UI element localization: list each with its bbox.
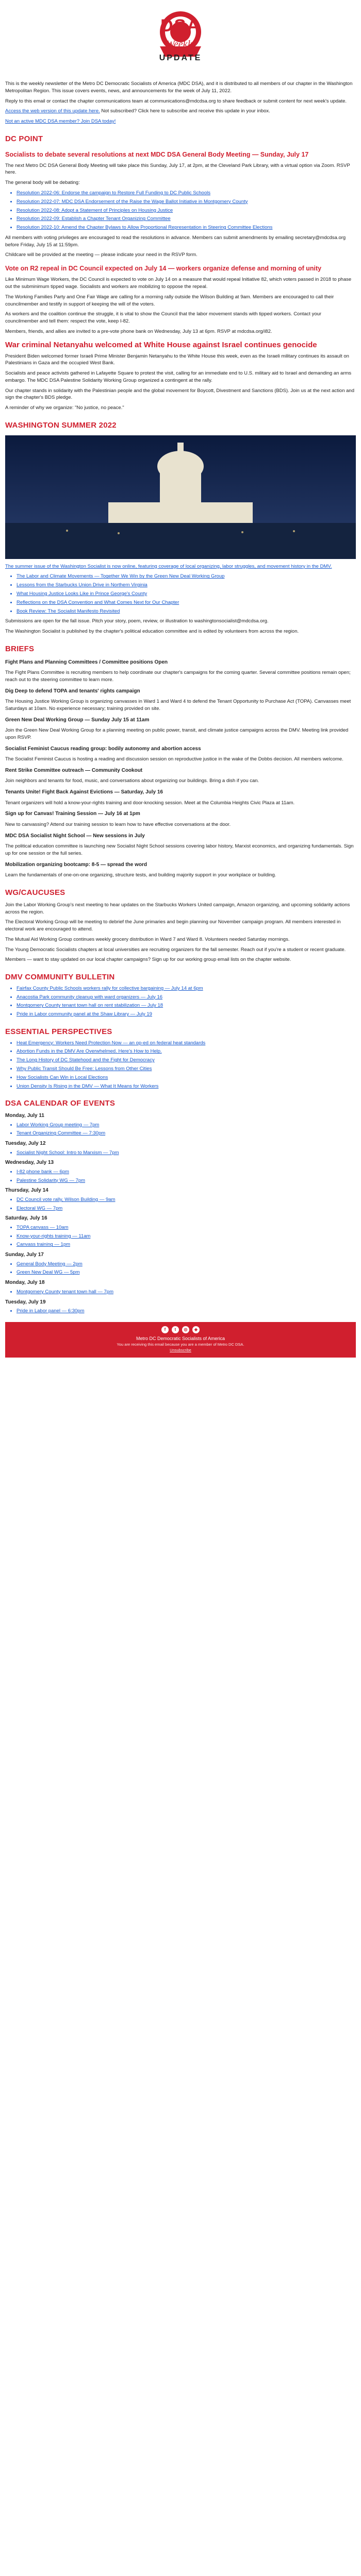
intro-section bbox=[5, 80, 356, 125]
calendar-day-label: Tuesday, July 19 bbox=[5, 1299, 46, 1305]
logo-update: UPDATE bbox=[159, 53, 202, 62]
brief-body: Join the Green New Deal Working Group for a planning meeting on public power, transit, and climate justice campaigns across the DMV. Meeting link provided upon RSVP. bbox=[5, 727, 349, 740]
wg-paragraph: The Mutual Aid Working Group continues weekly grocery distribution in Ward 7 and Ward 8. Volunteers needed Saturday mornings. bbox=[5, 936, 290, 942]
calendar-event-link[interactable]: • Electoral WG — 7pm bbox=[17, 1205, 356, 1212]
article-i82 bbox=[5, 264, 356, 335]
brief-body: Tenant organizers will hold a know-your-rights training and door-knocking session. Meet at the Columbia Heights Civic Plaza at 11am. bbox=[5, 800, 295, 806]
calendar-day bbox=[5, 1112, 356, 1137]
calendar-event-link[interactable]: • Tenant Organizing Committee — 7:30pm bbox=[17, 1130, 356, 1137]
briefs-section bbox=[5, 659, 356, 879]
resolution-link[interactable]: • Resolution 2022-08: Adopt a Statement of Principles on Housing Justice bbox=[17, 207, 356, 214]
brief-title: Sign up for Canvas! Training Session — July 16 at 1pm bbox=[5, 811, 140, 817]
washington-socialist-section bbox=[5, 563, 356, 635]
brief-title: Fight Plans and Planning Committees / Committee positions Open bbox=[5, 659, 168, 665]
logo-weekly: Weekly bbox=[166, 38, 195, 50]
washington-paragraph: Submissions are open for the fall issue. Pitch your story, poem, review, or illustration to washingtonsocialist@mdcdsa.org. bbox=[5, 618, 269, 624]
brief-body: The political education committee is launching new Socialist Night School sessions covering labor history, Marxist economics, and organizing fundamentals. Sign up for one session or the full series. bbox=[5, 843, 354, 857]
dmv-section bbox=[5, 985, 356, 1018]
article-paragraph: The next Metro DC DSA General Body Meeting will take place this Sunday, July 17, at 2pm, at the Cleveland Park Library, with a virtual option via Zoom. RSVP here. bbox=[5, 162, 350, 176]
washington-paragraph: The Washington Socialist is published by the chapter's political education committee and is edited by volunteers from across the region. bbox=[5, 629, 299, 635]
brief-body: The Housing Justice Working Group is organizing canvasses in Ward 1 and Ward 4 to defend the Tenant Opportunity to Purchase Act (TOPA). Canvasses meet Saturdays at 10am. No experience necessary; training provided on site. bbox=[5, 699, 351, 711]
calendar-day bbox=[5, 1251, 356, 1276]
intro-links bbox=[5, 108, 356, 115]
essential-link[interactable]: • How Socialists Can Win in Local Elections bbox=[17, 1074, 356, 1081]
article-gbm bbox=[5, 150, 356, 259]
essential-link[interactable]: • Heat Emergency: Workers Need Protection Now — an op-ed on federal heat standards bbox=[17, 1040, 356, 1047]
calendar-event-link[interactable]: • Pride in Labor panel — 6:30pm bbox=[17, 1308, 356, 1315]
calendar-day-label: Wednesday, July 13 bbox=[5, 1160, 54, 1166]
resolution-link[interactable]: • Resolution 2022-07: MDC DSA Endorsement of the Raise the Wage Ballot Initiative in Montgomery County bbox=[17, 198, 356, 206]
subscribe-text: Not subscribed? Click here to subscribe and receive this update in your inbox. bbox=[100, 108, 270, 114]
wg-paragraph: The Young Democratic Socialists chapters at local universities are recruiting organizers for the fall semester. Reach out if you're a student or recent graduate. bbox=[5, 946, 346, 953]
calendar-day-label: Thursday, July 14 bbox=[5, 1188, 48, 1194]
brief-title: Rent Strike Committee outreach — Community Cookout bbox=[5, 767, 143, 773]
resolution-link[interactable]: • Resolution 2022-06: Endorse the campaign to Restore Full Funding to DC Public Schools bbox=[17, 190, 356, 197]
calendar-day bbox=[5, 1187, 356, 1212]
article-title: Socialists to debate several resolutions at next MDC DSA General Body Meeting — Sunday, July 17 bbox=[5, 150, 309, 158]
washington-article-link[interactable]: • Lessons from the Starbucks Union Drive in Northern Virginia bbox=[17, 582, 356, 589]
wg-paragraph: Members — want to stay updated on our local chapter campaigns? Sign up for our working group email lists on the chapter website. bbox=[5, 957, 291, 963]
footer-fine-print: You are receiving this email because you are a member of Metro DC DSA. bbox=[117, 1342, 244, 1347]
essential-list bbox=[17, 1040, 356, 1090]
calendar-event-link[interactable]: • Montgomery County tenant town hall — 7pm bbox=[17, 1289, 356, 1296]
article-title: Vote on R2 repeal in DC Council expected on July 14 — workers organize defense and morning of unity bbox=[5, 265, 322, 273]
section-heading-calendar: DSA CALENDAR OF EVENTS bbox=[5, 1099, 116, 1108]
calendar-day bbox=[5, 1299, 356, 1315]
intro-paragraph: This is the weekly newsletter of the Metro DC Democratic Socialists of America (MDC DSA), and it is distributed to all members of our chapter in the Washington Metropolitan Region. This issue covers events, news, and announcements for the week of July 11, 2022. bbox=[5, 81, 353, 94]
dmv-item-link[interactable]: • Anacostia Park community cleanup with ward organizers — July 16 bbox=[17, 994, 356, 1001]
footer-org-name: Metro DC Democratic Socialists of America bbox=[136, 1335, 225, 1341]
brief-body: The Fight Plans Committee is recruiting members to help coordinate our chapter's campaigns for the coming quarter. Several committee positions remain open; reach out to the steering committee to learn more. bbox=[5, 670, 351, 683]
section-heading-washington: WASHINGTON SUMMER 2022 bbox=[5, 420, 117, 430]
capitol-illustration bbox=[5, 435, 356, 559]
dmv-item-link[interactable]: • Fairfax County Public Schools workers rally for collective bargaining — July 14 at 6pm bbox=[17, 985, 356, 992]
washington-list bbox=[17, 573, 356, 615]
essential-section bbox=[5, 1040, 356, 1090]
calendar-event-link[interactable]: • Socialist Night School: Intro to Marxism — 7pm bbox=[17, 1149, 356, 1157]
brief-title: Tenants Unite! Fight Back Against Evictions — Saturday, July 16 bbox=[5, 789, 163, 795]
article-paragraph: As workers and the coalition continue the struggle, it is vital to show the Council that the labor movement stands with tipped workers. Contact your councilmember and tell them: respect the vote, keep I-82. bbox=[5, 311, 322, 325]
article-paragraph: Our chapter stands in solidarity with the Palestinian people and the global movement for Boycott, Divestment and Sanctions (BDS). Join us at the next action and sign the chapter's BDS pledge. bbox=[5, 387, 354, 401]
calendar-event-link[interactable]: • DC Council vote rally, Wilson Building — 9am bbox=[17, 1196, 356, 1204]
calendar-event-link[interactable]: • Know-your-rights training — 11am bbox=[17, 1233, 356, 1240]
calendar-event-link[interactable]: • TOPA canvass — 10am bbox=[17, 1224, 356, 1231]
article-paragraph: The Working Families Party and One Fair Wage are calling for a morning rally outside the Wilson Building at 9am. Members are encouraged to call their councilmember and testify in support of keeping the will of the voters. bbox=[5, 294, 334, 307]
calendar-event-link[interactable]: • Palestine Solidarity WG — 7pm bbox=[17, 1177, 356, 1184]
brief-body: The Socialist Feminist Caucus is hosting a reading and discussion session on reproductive justice in the wake of the Dobbs decision. All members welcome. bbox=[5, 756, 343, 762]
resolution-list bbox=[17, 190, 356, 231]
twitter-icon[interactable]: t bbox=[172, 1326, 179, 1333]
dmv-list bbox=[17, 985, 356, 1018]
brief-title: MDC DSA Socialist Night School — New sessions in July bbox=[5, 833, 145, 839]
article-netanyahu bbox=[5, 341, 356, 412]
article-paragraph: Socialists and peace activists gathered in Lafayette Square to protest the visit, calling for an immediate end to U.S. military aid to Israel and demanding an arms embargo. The MDC DSA Palestine Solidarity Working Group organized a contingent at the rally. bbox=[5, 370, 352, 383]
calendar-day-label: Sunday, July 17 bbox=[5, 1252, 44, 1258]
article-paragraph: All members with voting privileges are encouraged to read the resolutions in advance. Members can submit amendments by emailing secretary@mdcdsa.org before Friday, July 15 at 11:59pm. bbox=[5, 234, 346, 248]
wg-paragraph: Join the Labor Working Group's next meeting to hear updates on the Starbucks Workers United campaign, Amazon organizing, and upcoming solidarity actions across the region. bbox=[5, 902, 350, 915]
capitol-photo bbox=[5, 435, 356, 559]
brief-title: Socialist Feminist Caucus reading group: bodily autonomy and abortion access bbox=[5, 745, 201, 752]
social-icons bbox=[161, 1326, 200, 1333]
essential-link[interactable]: • Abortion Funds in the DMV Are Overwhelmed. Here's How to Help. bbox=[17, 1048, 356, 1055]
washington-caption[interactable]: The summer issue of the Washington Socialist is now online, featuring coverage of local organizing, labor struggles, and movement history in the DMV. bbox=[5, 563, 332, 569]
wgs-section bbox=[5, 902, 356, 963]
section-heading-wgs: WG/CAUCUSES bbox=[5, 888, 65, 897]
calendar-day-label: Saturday, July 16 bbox=[5, 1215, 47, 1222]
calendar-event-link[interactable]: • Canvass training — 1pm bbox=[17, 1241, 356, 1248]
section-heading-briefs: BRIEFS bbox=[5, 644, 35, 653]
calendar-day-label: Tuesday, July 12 bbox=[5, 1141, 46, 1147]
web-version-link[interactable]: Access the web version of this update here. bbox=[5, 108, 100, 114]
intro-paragraph: Reply to this email or contact the chapter communications team at communications@mdcdsa.org to share feedback or submit content for next week's update. bbox=[5, 98, 347, 104]
calendar-day-label: Monday, July 11 bbox=[5, 1113, 44, 1119]
resolution-link[interactable]: • Resolution 2022-10: Amend the Chapter Bylaws to Allow Proportional Representation in Steering Committee Elections bbox=[17, 224, 356, 231]
resolution-link[interactable]: • Resolution 2022-09: Establish a Chapter Tenant Organizing Committee bbox=[17, 215, 356, 223]
brief-title: Green New Deal Working Group — Sunday July 15 at 11am bbox=[5, 717, 150, 723]
section-heading-top: DC POINT bbox=[5, 134, 43, 143]
calendar-event-link[interactable]: • Green New Deal WG — 5pm bbox=[17, 1269, 356, 1276]
calendar-day bbox=[5, 1159, 356, 1184]
washington-article-link[interactable]: • Book Review: The Socialist Manifesto Revisited bbox=[17, 608, 356, 615]
calendar-day bbox=[5, 1140, 356, 1156]
dmv-item-link[interactable]: • Montgomery County tenant town hall on rent stabilization — July 18 bbox=[17, 1002, 356, 1009]
logo-dsa: DSA bbox=[160, 16, 201, 36]
calendar-day bbox=[5, 1215, 356, 1248]
essential-link[interactable]: • Why Public Transit Should Be Free: Lessons from Other Cities bbox=[17, 1065, 356, 1073]
washington-article-link[interactable]: • The Labor and Climate Movements — Together We Win by the Green New Deal Working Group bbox=[17, 573, 356, 580]
brief-title: Mobilization organizing bootcamp: 8-5 — spread the word bbox=[5, 861, 147, 868]
logo-text bbox=[159, 13, 202, 63]
brief-body: Join neighbors and tenants for food, music, and conversations about organizing our buildings. Bring a dish if you can. bbox=[5, 778, 259, 784]
article-paragraph: Childcare will be provided at the meeting — please indicate your need in the RSVP form. bbox=[5, 252, 198, 258]
article-paragraph: A reminder of why we organize: "No justice, no peace." bbox=[5, 405, 124, 411]
washington-article-link[interactable]: • Reflections on the DSA Convention and What Comes Next for Our Chapter bbox=[17, 599, 356, 606]
article-paragraph: President Biden welcomed former Israeli Prime Minister Benjamin Netanyahu to the White House this week, even as the Israeli military continues its assault on Palestinians in Gaza and the occupied West Bank. bbox=[5, 353, 349, 366]
brief-body: New to canvassing? Attend our training session to learn how to have effective conversations at the door. bbox=[5, 821, 231, 827]
section-heading-essential: ESSENTIAL PERSPECTIVES bbox=[5, 1027, 112, 1036]
join-dsa-link[interactable]: Not an active MDC DSA member? Join DSA today! bbox=[5, 118, 116, 125]
calendar-event-link[interactable]: • General Body Meeting — 2pm bbox=[17, 1261, 356, 1268]
calendar-section bbox=[5, 1112, 356, 1315]
section-heading-dmv: DMV COMMUNITY BULLETIN bbox=[5, 973, 115, 982]
calendar-day-label: Monday, July 18 bbox=[5, 1280, 45, 1286]
calendar-event-link[interactable]: • I-82 phone bank — 6pm bbox=[17, 1168, 356, 1176]
article-title: War criminal Netanyahu welcomed at White House against Israel continues genocide bbox=[5, 340, 317, 349]
unsubscribe-link[interactable]: Unsubscribe bbox=[170, 1347, 191, 1352]
instagram-icon[interactable]: ◎ bbox=[182, 1326, 189, 1333]
brief-body: Learn the fundamentals of one-on-one organizing, structure tests, and building majority support in your workplace or building. bbox=[5, 872, 276, 878]
article-paragraph: The general body will be debating: bbox=[5, 180, 80, 186]
wg-paragraph: The Electoral Working Group will be meeting to debrief the June primaries and begin planning our November campaign program. All members interested in electoral work are encouraged to attend. bbox=[5, 919, 341, 933]
brief-title: Dig Deep to defend TOPA and tenants' rights campaign bbox=[5, 688, 140, 694]
footer bbox=[5, 1322, 356, 1358]
header-banner bbox=[5, 0, 356, 77]
essential-link[interactable]: • The Long History of DC Statehood and the Fight for Democracy bbox=[17, 1057, 356, 1064]
article-paragraph: Members, friends, and allies are invited to a pre-vote phone bank on Wednesday, July 13 at 6pm. RSVP at mdcdsa.org/i82. bbox=[5, 328, 272, 334]
essential-link[interactable]: • Union Density Is Rising in the DMV — What It Means for Workers bbox=[17, 1083, 356, 1090]
calendar-event-link[interactable]: • Labor Working Group meeting — 7pm bbox=[17, 1122, 356, 1129]
washington-article-link[interactable]: • What Housing Justice Looks Like in Prince George's County bbox=[17, 590, 356, 598]
facebook-icon[interactable]: f bbox=[161, 1326, 169, 1333]
article-paragraph: Like Minimum Wage Workers, the DC Council is expected to vote on July 14 on a measure that would repeal Initiative 82, which voters passed in 2018 to phase out the subminimum tipped wage. Socialists and workers are mobilizing to oppose the repeal. bbox=[5, 277, 352, 290]
website-icon[interactable]: ◈ bbox=[192, 1326, 200, 1333]
dmv-item-link[interactable]: • Pride in Labor community panel at the Shaw Library — July 19 bbox=[17, 1011, 356, 1018]
calendar-day bbox=[5, 1279, 356, 1295]
